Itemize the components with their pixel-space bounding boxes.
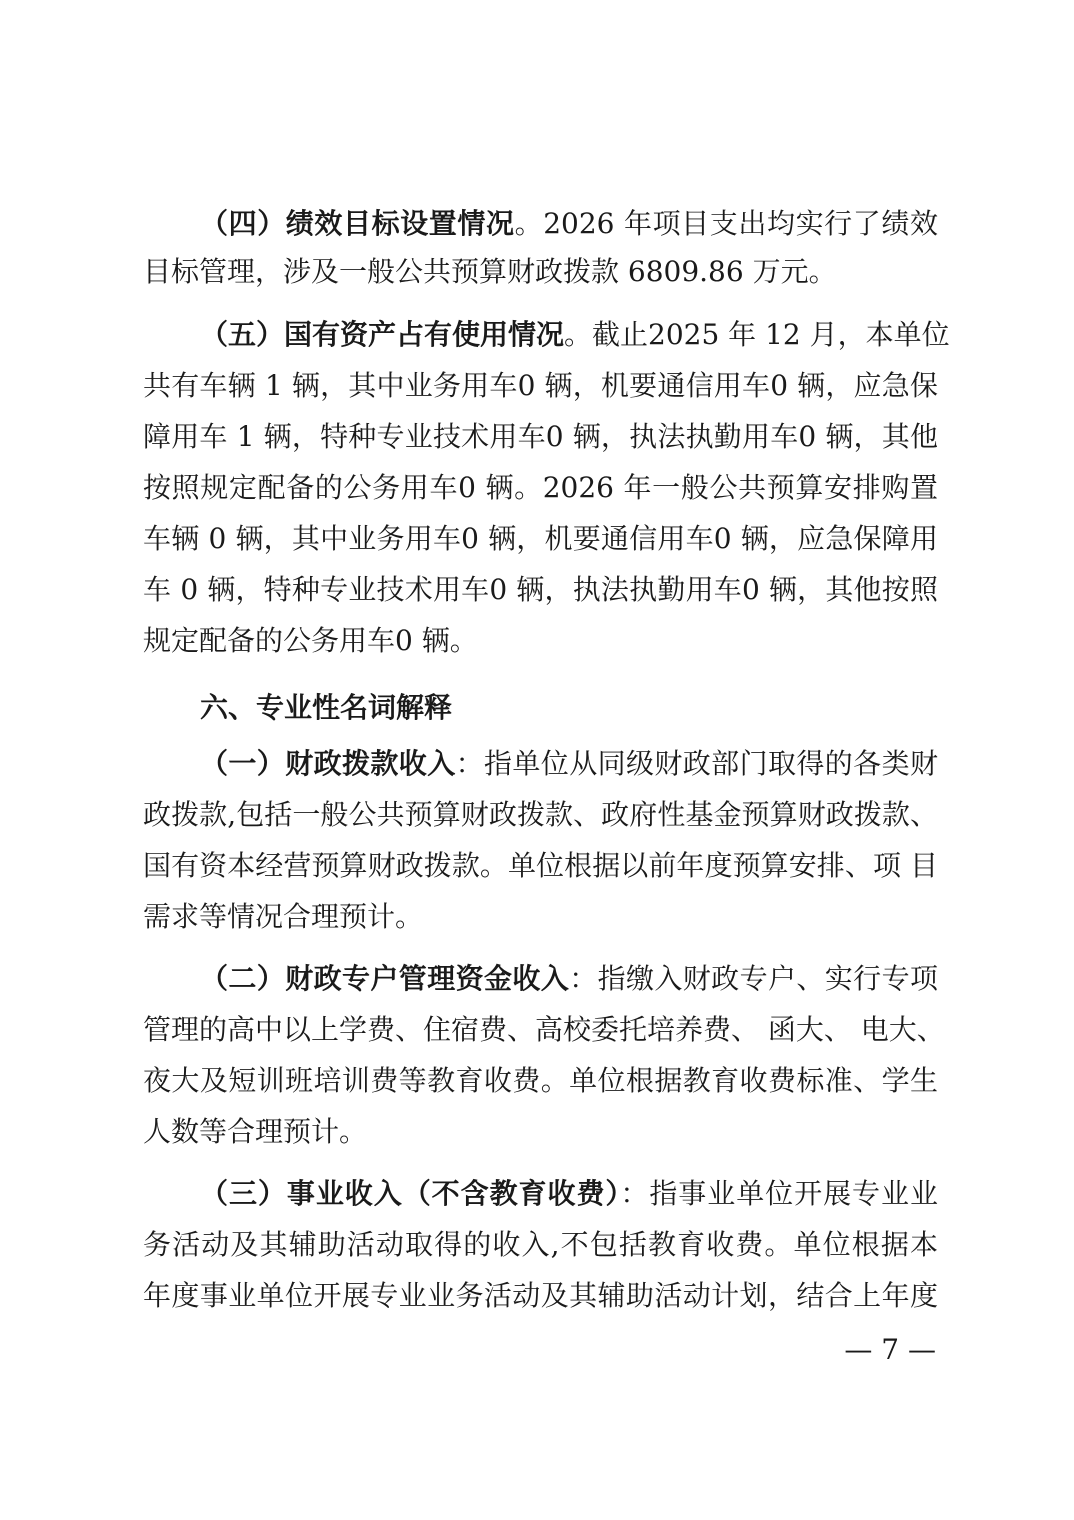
page-number: — 7 —	[844, 1333, 936, 1366]
paragraph-state-assets-line-6: 车 0 辆，特种专业技术用车0 辆，执法执勤用车0 辆，其他按照	[143, 573, 938, 606]
definition-business-income-line-1	[200, 1174, 938, 1214]
fiscal-appropriation-term: （一）财政拨款收入	[200, 747, 456, 780]
state-assets-text: 。截止2025 年 12 月，本单位	[564, 318, 950, 351]
paragraph-state-assets-line-5: 车辆 0 辆，其中业务用车0 辆，机要通信用车0 辆，应急保障用	[143, 522, 938, 555]
paragraph-performance-goals-line-2: 目标管理，涉及一般公共预算财政拨款 6809.86 万元。	[143, 255, 837, 288]
definition-business-income-line-3: 年度事业单位开展专业业务活动及其辅助活动计划，结合上年度	[143, 1279, 938, 1312]
performance-goals-text: 。2026 年项目支出均实行了绩效	[514, 207, 938, 240]
paragraph-state-assets-line-4: 按照规定配备的公务用车0 辆。2026 年一般公共预算安排购置	[143, 471, 938, 504]
definition-special-account-line-4: 人数等合理预计。	[143, 1115, 368, 1148]
definition-business-income-line-2: 务活动及其辅助活动取得的收入,不包括教育收费。单位根据本	[143, 1228, 938, 1261]
definition-special-account-line-1	[200, 959, 938, 999]
paragraph-state-assets-line-3: 障用车 1 辆，特种专业技术用车0 辆，执法执勤用车0 辆，其他	[143, 420, 938, 453]
definition-fiscal-appropriation-line-2: 政拨款,包括一般公共预算财政拨款、政府性基金预算财政拨款、	[143, 798, 938, 831]
paragraph-state-assets-line-1	[200, 315, 950, 355]
definition-fiscal-appropriation-line-4: 需求等情况合理预计。	[143, 900, 424, 933]
performance-goals-heading: （四）绩效目标设置情况	[200, 207, 515, 240]
special-account-term: （二）财政专户管理资金收入	[200, 962, 570, 995]
definition-fiscal-appropriation-line-3: 国有资本经营预算财政拨款。单位根据以前年度预算安排、项 目	[143, 849, 938, 882]
section-heading-terminology: 六、专业性名词解释	[200, 691, 453, 724]
paragraph-state-assets-line-7: 规定配备的公务用车0 辆。	[143, 624, 478, 657]
paragraph-performance-goals-line-1	[200, 204, 938, 244]
special-account-text: ：指缴入财政专户、实行专项	[569, 962, 938, 995]
business-income-text: ：指事业单位开展专业业	[620, 1177, 938, 1210]
definition-fiscal-appropriation-line-1	[200, 744, 938, 784]
definition-special-account-line-2: 管理的高中以上学费、住宿费、高校委托培养费、 函大、 电大、	[143, 1013, 945, 1046]
state-assets-heading: （五）国有资产占有使用情况	[200, 318, 565, 351]
business-income-term: （三）事业收入（不含教育收费）	[200, 1177, 621, 1210]
fiscal-appropriation-text: ：指单位从同级财政部门取得的各类财	[455, 747, 938, 780]
paragraph-state-assets-line-2: 共有车辆 1 辆，其中业务用车0 辆，机要通信用车0 辆，应急保	[143, 369, 938, 402]
definition-special-account-line-3: 夜大及短训班培训费等教育收费。单位根据教育收费标准、学生	[143, 1064, 938, 1097]
